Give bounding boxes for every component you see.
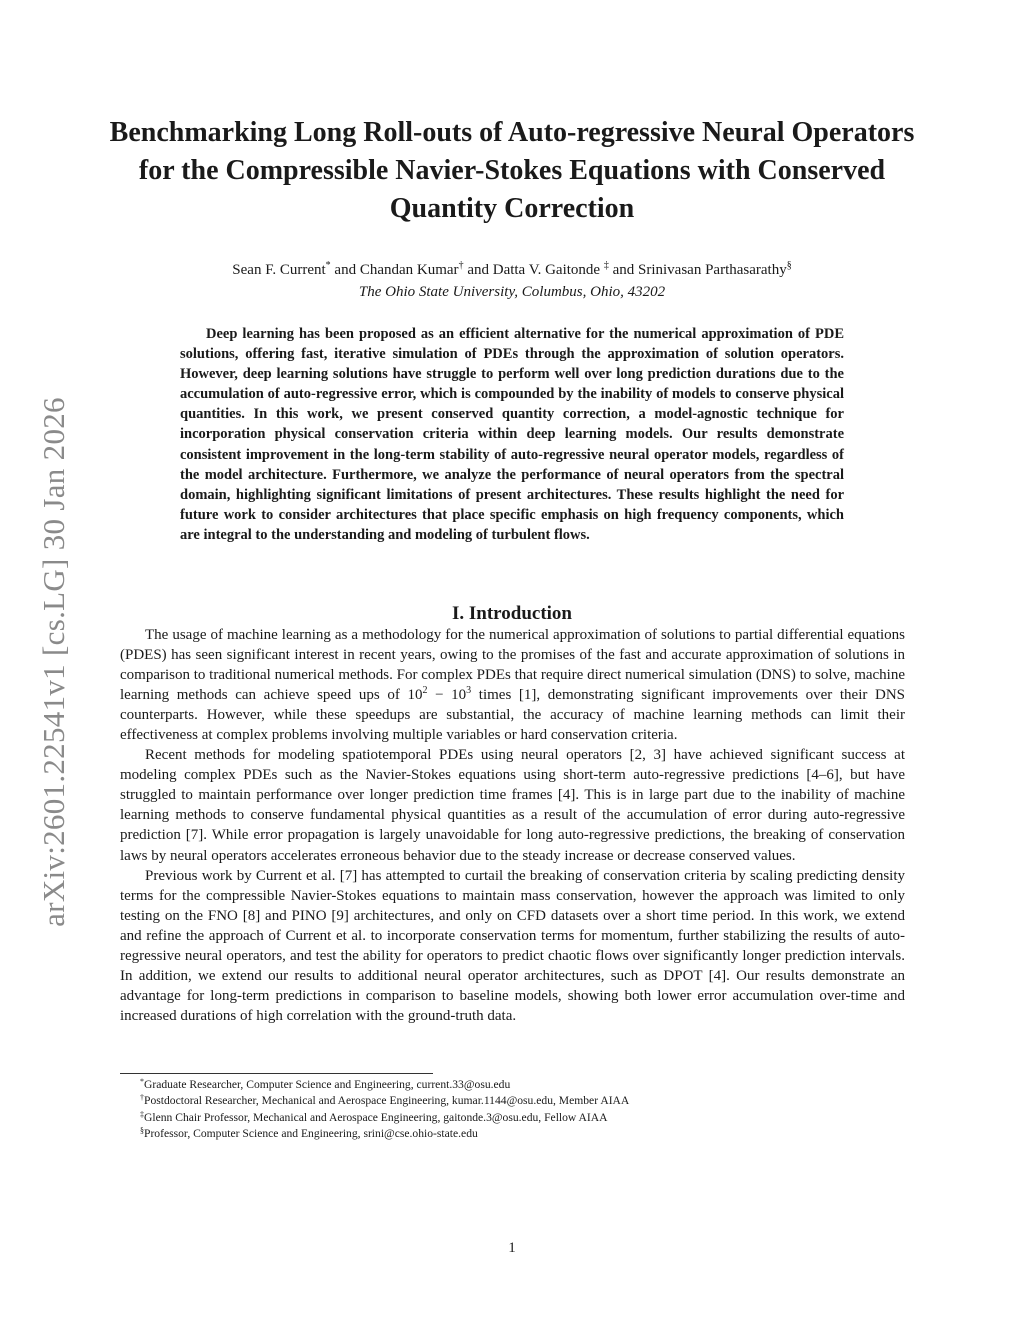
author-footnote-mark: † xyxy=(458,260,464,271)
footnotes xyxy=(140,1077,900,1143)
paragraph xyxy=(120,625,905,745)
paragraph: Recent methods for modeling spatiotemporal PDEs using neural operators [2, 3] have achieved significant success at modeling complex PDEs such as the Navier-Stokes equations using short-term auto-regressive predictions [4–6], but have struggled to maintain performance over longer prediction time frames [4]. This is in large part due to the inability of machine learning methods to conserve fundamental physical quantities as a result of the accumulation of error during auto-regressive prediction [7]. While error propagation is largely unavoidable for long auto-regressive predictions, the breaking of conservation laws by neural operators accelerates erroneous behavior due to the steady increase or decrease conserved values. xyxy=(120,747,905,864)
footnote-text: Postdoctoral Researcher, Mechanical and Aerospace Engineering, kumar.1144@osu.edu, Member AIAA xyxy=(144,1094,630,1108)
paragraph-text: The usage of machine learning as a methodology for the numerical approximation of solutions to partial differential equations (PDES) has seen significant interest in recent years, owing to the promises of the fast and accurate approximation of solutions in comparison to traditional numerical methods. For complex PDEs that require direct numerical simulation (DNS) to solve, machine learning methods can achieve speed ups of xyxy=(120,627,905,704)
footnote-mark: * xyxy=(140,1077,144,1086)
author-separator: and xyxy=(330,262,360,278)
affiliation: The Ohio State University, Columbus, Ohio, 43202 xyxy=(358,284,666,300)
footnote-mark: ‡ xyxy=(140,1109,144,1119)
footnote-mark: § xyxy=(140,1126,144,1136)
footnote-mark: † xyxy=(140,1093,144,1103)
author-name: Chandan Kumar xyxy=(359,262,459,278)
paragraph: Previous work by Current et al. [7] has attempted to curtail the breaking of conservation criteria by scaling predicting density terms for the compressible Navier-Stokes equations to maintain mass conservation, however the approach was limited to only testing on the FNO [8] and PINO [9] architectures, and only on CFD datasets over a short time period. In this work, we extend and refine the approach of Current et al. to incorporate conservation terms for momentum, further stabilizing the results of auto-regressive neural operators, and test the ability for operators to predict chaotic flows over significantly longer prediction intervals. In addition, we extend our results to additional neural operator architectures, such as DPOT [4]. Our results demonstrate an advantage for long-term predictions in comparison to baseline models, showing both lower error accumulation over-time and increased durations of high correlation with the ground-truth data. xyxy=(120,867,905,1024)
section-heading: I. Introduction xyxy=(451,603,572,624)
footnote-text: Professor, Computer Science and Engineering, srini@cse.ohio-state.edu xyxy=(144,1127,478,1141)
author-footnote-mark: ‡ xyxy=(603,260,609,271)
math-operator: − xyxy=(427,687,452,704)
math-exponent: 3 xyxy=(466,685,472,697)
author-name: Srinivasan Parthasarathy xyxy=(638,262,787,278)
footnote xyxy=(140,1110,900,1126)
math-exponent: 2 xyxy=(422,685,428,697)
author-separator: and xyxy=(608,262,638,278)
author-name: Sean F. Current xyxy=(232,262,326,278)
author-name: Datta V. Gaitonde xyxy=(492,262,604,278)
author-footnote-mark: * xyxy=(325,260,331,271)
arxiv-identifier: arXiv:2601.22541v1 [cs.LG] 30 Jan 2026 xyxy=(36,397,71,927)
footnote xyxy=(140,1077,900,1093)
introduction-body xyxy=(120,625,905,1026)
abstract: Deep learning has been proposed as an efficient alternative for the numerical approximation of PDE solutions, offering fast, iterative simulation of PDEs through the approximation of solution operators. However, deep learning solutions have struggle to perform well over long prediction durations due to the accumulation of auto-regressive error, which is compounded by the inability of models to conserve physical quantities. In this work, we present conserved quantity correction, a model-agnostic technique for incorporation physical conservation criteria within deep learning models. Our results demonstrate consistent improvement in the long-term stability of auto-regressive neural operator models, regardless of the model architecture. Furthermore, we analyze the performance of neural operators from the spectral domain, highlighting significant limitations of present architectures. These results highlight the need for future work to consider architectures that place specific emphasis on high frequency components, which are integral to the understanding and modeling of turbulent flows. xyxy=(180,326,844,543)
footnote xyxy=(140,1126,900,1142)
author-separator: and xyxy=(463,262,493,278)
paper-title: Benchmarking Long Roll-outs of Auto-regressive Neural Operators for the Compressible Navier-Stokes Equations with Conserved Quantity Correction xyxy=(109,117,915,224)
math-base: 10 xyxy=(451,687,467,704)
footnote xyxy=(140,1093,900,1109)
author-footnote-mark: § xyxy=(786,260,792,271)
page-number: 1 xyxy=(508,1240,516,1256)
footnote-text: Graduate Researcher, Computer Science and Engineering, current.33@osu.edu xyxy=(144,1078,511,1091)
author-list xyxy=(100,260,924,280)
paragraph-text: times [1], demonstrating significant improvements over their DNS counterparts. However, while these speedups are substantial, the accuracy of machine learning methods can limit their effectiveness at complex problems involving multiple variables or hard conservation criteria. xyxy=(120,687,906,744)
footnote-rule xyxy=(120,1073,433,1074)
math-base: 10 xyxy=(407,687,423,704)
footnote-text: Glenn Chair Professor, Mechanical and Aerospace Engineering, gaitonde.3@osu.edu, Fellow AIAA xyxy=(144,1110,608,1124)
